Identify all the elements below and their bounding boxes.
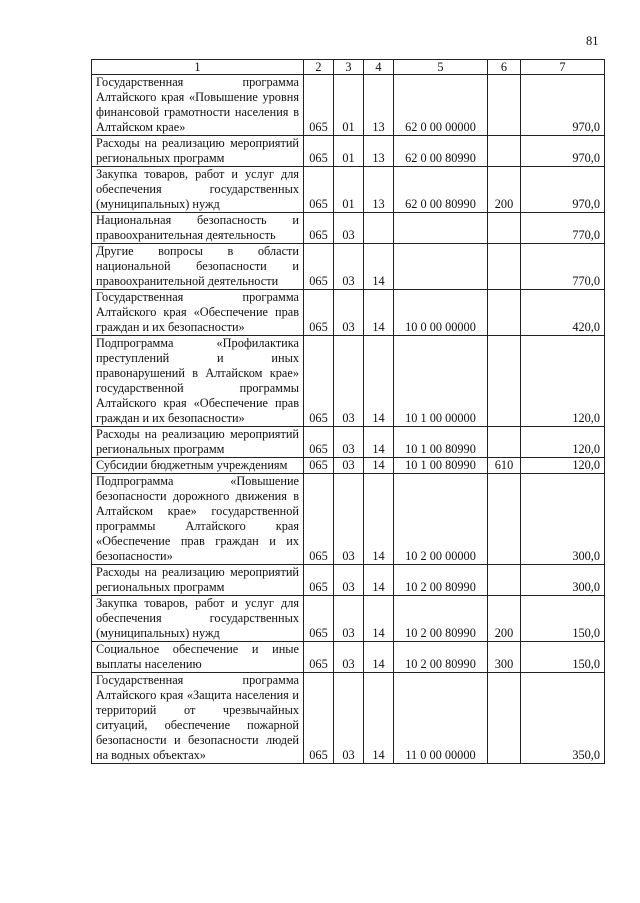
table-row (92, 136, 605, 167)
amount-cell: 970,0 (521, 167, 605, 213)
admin-code-cell: 065 (304, 213, 334, 244)
section-code-cell: 03 (334, 290, 364, 336)
expense-type-cell: 300 (488, 642, 521, 673)
target-article-cell: 10 1 00 80990 (394, 427, 488, 458)
expense-type-cell (488, 427, 521, 458)
subsection-code-cell (364, 213, 394, 244)
expense-type-cell (488, 75, 521, 136)
table-row (92, 474, 605, 565)
table-row (92, 167, 605, 213)
amount-cell: 300,0 (521, 565, 605, 596)
target-article-cell: 10 0 00 00000 (394, 290, 488, 336)
table-row (92, 244, 605, 290)
row-name-cell: Государственная программа Алтайского края «Защита населения и территорий от чрезвычайных ситуаций, обеспечение пожарной безопасности и безопасности людей на водных объектах» (92, 673, 304, 764)
expense-type-cell (488, 244, 521, 290)
subsection-code-cell: 14 (364, 290, 394, 336)
section-code-cell: 03 (334, 673, 364, 764)
row-name-cell: Субсидии бюджетным учреждениям (92, 458, 304, 474)
section-code-cell: 03 (334, 427, 364, 458)
target-article-cell: 10 2 00 80990 (394, 642, 488, 673)
table-row (92, 673, 605, 764)
amount-cell: 420,0 (521, 290, 605, 336)
budget-table (91, 59, 605, 764)
admin-code-cell: 065 (304, 642, 334, 673)
admin-code-cell: 065 (304, 427, 334, 458)
table-row (92, 642, 605, 673)
section-code-cell: 01 (334, 136, 364, 167)
header-cell: 7 (521, 60, 605, 75)
row-name-cell: Государственная программа Алтайского края «Повышение уровня финансовой грамотности населения в Алтайском крае» (92, 75, 304, 136)
subsection-code-cell: 13 (364, 167, 394, 213)
header-cell: 3 (334, 60, 364, 75)
expense-type-cell (488, 565, 521, 596)
target-article-cell: 62 0 00 80990 (394, 167, 488, 213)
target-article-cell: 10 1 00 80990 (394, 458, 488, 474)
amount-cell: 970,0 (521, 75, 605, 136)
amount-cell: 970,0 (521, 136, 605, 167)
expense-type-cell (488, 474, 521, 565)
admin-code-cell: 065 (304, 244, 334, 290)
row-name-cell: Закупка товаров, работ и услуг для обеспечения государственных (муниципальных) нужд (92, 167, 304, 213)
section-code-cell: 01 (334, 167, 364, 213)
subsection-code-cell: 14 (364, 673, 394, 764)
subsection-code-cell: 14 (364, 427, 394, 458)
table-row (92, 75, 605, 136)
admin-code-cell: 065 (304, 290, 334, 336)
expense-type-cell: 200 (488, 167, 521, 213)
admin-code-cell: 065 (304, 565, 334, 596)
amount-cell: 120,0 (521, 458, 605, 474)
amount-cell: 770,0 (521, 244, 605, 290)
row-name-cell: Подпрограмма «Профилактика преступлений и иных правонарушений в Алтайском крае» государственной программы Алтайского края «Обеспечение прав граждан и их безопасности» (92, 336, 304, 427)
subsection-code-cell: 14 (364, 244, 394, 290)
row-name-cell: Расходы на реализацию мероприятий региональных программ (92, 136, 304, 167)
row-name-cell: Социальное обеспечение и иные выплаты населению (92, 642, 304, 673)
table-header-row (92, 60, 605, 75)
table-body (92, 75, 605, 764)
header-cell: 2 (304, 60, 334, 75)
section-code-cell: 03 (334, 474, 364, 565)
header-cell: 5 (394, 60, 488, 75)
section-code-cell: 03 (334, 642, 364, 673)
admin-code-cell: 065 (304, 167, 334, 213)
amount-cell: 770,0 (521, 213, 605, 244)
row-name-cell: Подпрограмма «Повышение безопасности дорожного движения в Алтайском крае» государственной программы Алтайского края «Обеспечение прав граждан и их безопасности» (92, 474, 304, 565)
admin-code-cell: 065 (304, 336, 334, 427)
expense-type-cell: 610 (488, 458, 521, 474)
admin-code-cell: 065 (304, 75, 334, 136)
expense-type-cell (488, 290, 521, 336)
page-number: 81 (586, 34, 599, 48)
section-code-cell: 03 (334, 596, 364, 642)
target-article-cell: 11 0 00 00000 (394, 673, 488, 764)
target-article-cell: 10 2 00 80990 (394, 565, 488, 596)
expense-type-cell (488, 673, 521, 764)
subsection-code-cell: 14 (364, 474, 394, 565)
subsection-code-cell: 14 (364, 642, 394, 673)
row-name-cell: Расходы на реализацию мероприятий региональных программ (92, 427, 304, 458)
admin-code-cell: 065 (304, 458, 334, 474)
expense-type-cell (488, 213, 521, 244)
subsection-code-cell: 14 (364, 458, 394, 474)
section-code-cell: 03 (334, 565, 364, 596)
admin-code-cell: 065 (304, 596, 334, 642)
target-article-cell (394, 213, 488, 244)
target-article-cell: 10 1 00 00000 (394, 336, 488, 427)
admin-code-cell: 065 (304, 136, 334, 167)
subsection-code-cell: 13 (364, 75, 394, 136)
amount-cell: 120,0 (521, 336, 605, 427)
amount-cell: 150,0 (521, 596, 605, 642)
target-article-cell: 62 0 00 80990 (394, 136, 488, 167)
row-name-cell: Национальная безопасность и правоохранительная деятельность (92, 213, 304, 244)
amount-cell: 120,0 (521, 427, 605, 458)
table-row (92, 596, 605, 642)
subsection-code-cell: 14 (364, 336, 394, 427)
row-name-cell: Государственная программа Алтайского края «Обеспечение прав граждан и их безопасности» (92, 290, 304, 336)
table-row (92, 458, 605, 474)
header-cell: 1 (92, 60, 304, 75)
table-row (92, 213, 605, 244)
target-article-cell: 10 2 00 80990 (394, 596, 488, 642)
section-code-cell: 03 (334, 458, 364, 474)
table-row (92, 427, 605, 458)
row-name-cell: Расходы на реализацию мероприятий региональных программ (92, 565, 304, 596)
subsection-code-cell: 13 (364, 136, 394, 167)
row-name-cell: Другие вопросы в области национальной безопасности и правоохранительной деятельности (92, 244, 304, 290)
expense-type-cell: 200 (488, 596, 521, 642)
amount-cell: 150,0 (521, 642, 605, 673)
amount-cell: 300,0 (521, 474, 605, 565)
section-code-cell: 01 (334, 75, 364, 136)
admin-code-cell: 065 (304, 474, 334, 565)
expense-type-cell (488, 336, 521, 427)
table-row (92, 336, 605, 427)
table-row (92, 565, 605, 596)
target-article-cell (394, 244, 488, 290)
header-cell: 6 (488, 60, 521, 75)
table-row (92, 290, 605, 336)
amount-cell: 350,0 (521, 673, 605, 764)
expense-type-cell (488, 136, 521, 167)
section-code-cell: 03 (334, 213, 364, 244)
section-code-cell: 03 (334, 244, 364, 290)
subsection-code-cell: 14 (364, 596, 394, 642)
row-name-cell: Закупка товаров, работ и услуг для обеспечения государственных (муниципальных) нужд (92, 596, 304, 642)
section-code-cell: 03 (334, 336, 364, 427)
target-article-cell: 10 2 00 00000 (394, 474, 488, 565)
target-article-cell: 62 0 00 00000 (394, 75, 488, 136)
subsection-code-cell: 14 (364, 565, 394, 596)
header-cell: 4 (364, 60, 394, 75)
admin-code-cell: 065 (304, 673, 334, 764)
